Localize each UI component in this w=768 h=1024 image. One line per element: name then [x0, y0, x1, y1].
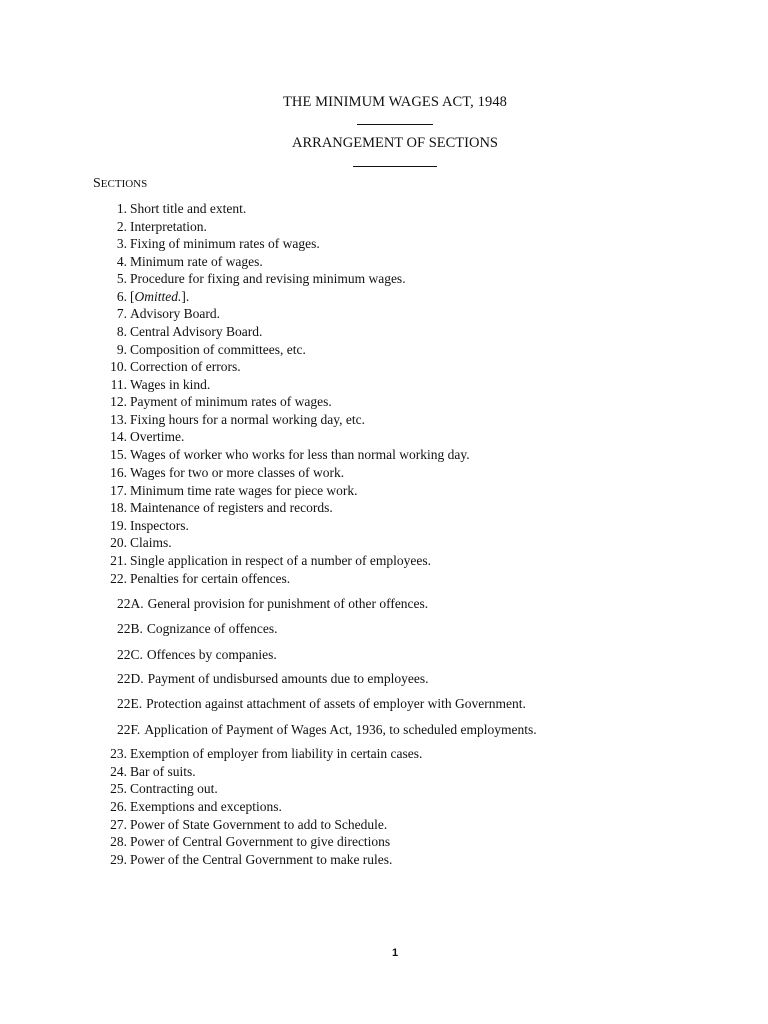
section-title: Fixing hours for a normal working day, etc. — [130, 411, 365, 427]
section-number: 22B. — [117, 621, 143, 636]
section-number: 8. — [116, 324, 127, 339]
section-number: 4. — [116, 253, 127, 269]
section-title: Penalties for certain offences. — [130, 571, 291, 586]
section-number: 27. — [110, 816, 127, 832]
section-number: 17. — [110, 482, 127, 498]
section-title-prefix: [ — [130, 289, 135, 304]
section-number: 25. — [110, 781, 127, 796]
section-title: Exemption of employer from liability in certain cases. — [130, 746, 423, 761]
section-number: 1. — [116, 201, 127, 216]
section-number: 14. — [110, 429, 127, 444]
section-title: Power of Central Government to give directions — [130, 834, 391, 849]
section-number: 16. — [110, 465, 127, 480]
section-entry — [117, 595, 428, 612]
section-title: Procedure for fixing and revising minimum wages. — [130, 271, 406, 286]
section-title: Cognizance of offences. — [146, 621, 278, 636]
section-number: 23. — [110, 746, 127, 761]
section-number: 2. — [116, 218, 127, 234]
section-number: 12. — [110, 394, 127, 409]
sections-heading-initial: S — [93, 176, 101, 191]
section-number: 6. — [116, 289, 127, 304]
section-title: Short title and extent. — [130, 201, 247, 216]
section-title: Offences by companies. — [146, 647, 277, 662]
section-title: Power of the Central Government to make rules. — [130, 852, 393, 867]
section-title: Exemptions and exceptions. — [130, 799, 282, 814]
section-title: Wages of worker who works for less than normal working day. — [130, 447, 470, 462]
section-number: 3. — [116, 236, 127, 251]
section-number: 22A. — [117, 596, 144, 611]
section-number: 19. — [110, 517, 127, 533]
section-title-italic: Omitted. — [134, 289, 182, 304]
section-title: Claims. — [130, 535, 172, 550]
section-title: Interpretation. — [130, 218, 207, 234]
section-number: 26. — [110, 799, 127, 814]
section-number: 20. — [110, 535, 127, 550]
subtitle-divider — [353, 166, 437, 167]
section-number: 10. — [110, 359, 127, 374]
section-entry — [117, 695, 526, 712]
section-title: Contracting out. — [130, 781, 218, 796]
section-title: Inspectors. — [130, 517, 189, 533]
section-number: 21. — [110, 553, 127, 568]
section-number: 7. — [116, 306, 127, 321]
document-subtitle: ARRANGEMENT OF SECTIONS — [292, 135, 498, 151]
section-title: Correction of errors. — [130, 359, 241, 374]
section-number: 5. — [116, 271, 127, 286]
section-title: Advisory Board. — [130, 306, 220, 321]
section-title: Single application in respect of a number of employees. — [130, 553, 432, 568]
page-number: 1 — [391, 947, 399, 959]
section-title: Fixing of minimum rates of wages. — [130, 236, 320, 251]
section-number: 18. — [110, 500, 127, 515]
title-divider — [357, 124, 433, 125]
section-number: 22F. — [117, 722, 141, 737]
sections-heading-rest: ECTIONS — [100, 178, 148, 190]
section-number: 29. — [110, 852, 127, 867]
section-entry — [117, 721, 537, 738]
section-number: 11. — [110, 376, 127, 392]
section-title: Maintenance of registers and records. — [130, 500, 333, 515]
section-title: Minimum rate of wages. — [130, 253, 263, 269]
section-title — [130, 288, 189, 305]
section-title-suffix: ]. — [181, 289, 190, 304]
section-entry — [117, 670, 428, 687]
section-title: Central Advisory Board. — [130, 324, 263, 339]
section-number: 13. — [110, 411, 127, 427]
section-title: Composition of committees, etc. — [130, 341, 306, 357]
section-title: Bar of suits. — [130, 764, 196, 779]
section-title: Wages in kind. — [130, 376, 211, 392]
section-number: 9. — [116, 341, 127, 357]
section-title: Application of Payment of Wages Act, 1936, to scheduled employments. — [144, 722, 537, 737]
sections-heading — [93, 176, 147, 192]
section-title: Payment of undisbursed amounts due to employees. — [147, 671, 429, 686]
section-title: Wages for two or more classes of work. — [130, 465, 345, 480]
section-number: 24. — [110, 764, 127, 779]
section-title: Protection against attachment of assets of employer with Government. — [146, 696, 526, 711]
section-number: 28. — [110, 834, 127, 849]
section-entry — [117, 620, 277, 637]
section-title: Payment of minimum rates of wages. — [130, 394, 332, 409]
section-entry — [117, 646, 277, 663]
section-number: 22D. — [117, 671, 144, 686]
section-title: Overtime. — [130, 429, 185, 444]
section-number: 22. — [110, 571, 127, 586]
section-number: 15. — [110, 447, 127, 462]
section-number: 22E. — [117, 696, 143, 711]
document-title: THE MINIMUM WAGES ACT, 1948 — [282, 94, 508, 110]
section-number: 22C. — [117, 647, 143, 662]
section-title: Minimum time rate wages for piece work. — [130, 482, 358, 498]
section-title: Power of State Government to add to Schedule. — [130, 816, 388, 832]
section-title: General provision for punishment of other offences. — [147, 596, 429, 611]
